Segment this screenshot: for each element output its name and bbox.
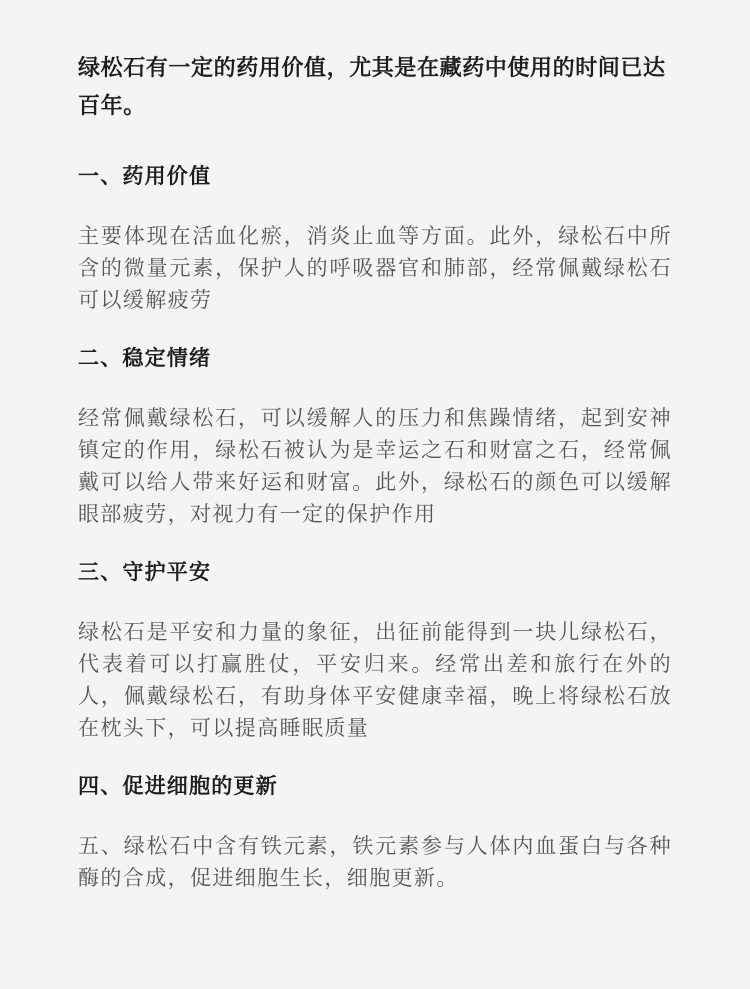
spacer [78, 530, 672, 554]
spacer [78, 376, 672, 402]
article-lead: 绿松石有一定的药用价值，尤其是在藏药中使用的时间已达百年。 [78, 56, 666, 119]
section-heading-cell-renewal: 四、促进细胞的更新 [78, 774, 278, 798]
spacer [78, 194, 672, 220]
section-heading-emotion: 二、稳定情绪 [78, 346, 212, 370]
spacer [78, 126, 672, 158]
spacer [78, 590, 672, 616]
spacer [78, 744, 672, 768]
spacer [78, 316, 672, 340]
section-heading-safety: 三、守护平安 [78, 560, 212, 584]
section-body-emotion: 经常佩戴绿松石，可以缓解人的压力和焦躁情绪，起到安神镇定的作用，绿松石被认为是幸运之石和财富之石，经常佩戴可以给人带来好运和财富。此外，绿松石的颜色可以缓解眼部疲劳，对视力有一定的保护作用 [78, 406, 672, 526]
spacer [78, 804, 672, 830]
section-body-medicinal: 主要体现在活血化瘀，消炎止血等方面。此外，绿松石中所含的微量元素，保护人的呼吸器官和肺部，经常佩戴绿松石可以缓解疲劳 [78, 224, 672, 312]
section-body-safety: 绿松石是平安和力量的象征，出征前能得到一块儿绿松石，代表着可以打赢胜仗，平安归来。经常出差和旅行在外的人，佩戴绿松石，有助身体平安健康幸福，晚上将绿松石放在枕头下，可以提高睡眠质量 [78, 620, 672, 740]
section-heading-medicinal: 一、药用价值 [78, 164, 212, 188]
section-body-cell-renewal: 五、绿松石中含有铁元素，铁元素参与人体内血蛋白与各种酶的合成，促进细胞生长，细胞更新。 [78, 834, 672, 890]
